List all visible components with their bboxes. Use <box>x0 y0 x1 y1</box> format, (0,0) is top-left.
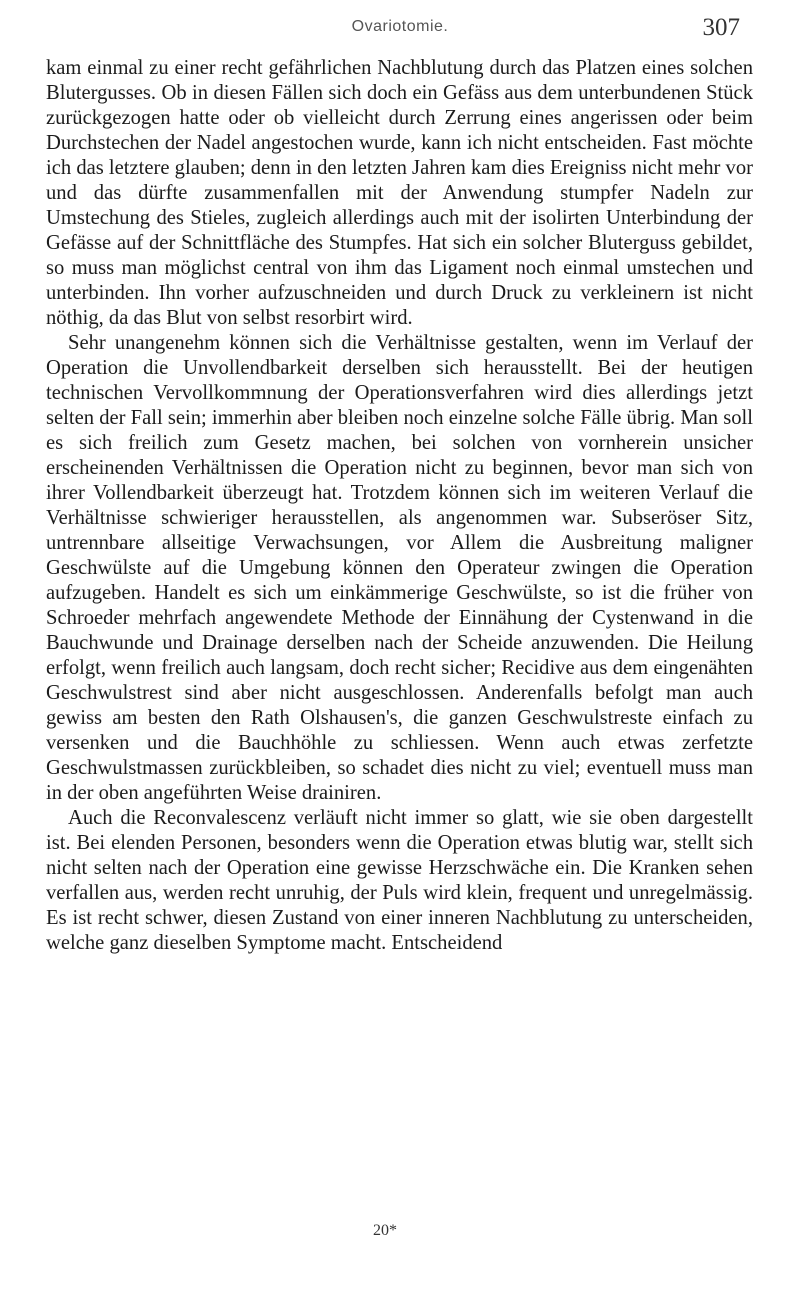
paragraph-2: Sehr unangenehm können sich die Verhältnisse gestalten, wenn im Verlauf der Operation die Unvollendbarkeit derselben sich herausstellt. Bei der heutigen technischen Vervollkommnung der Operationsverfahren wird dies allerdings jetzt selten der Fall sein; immerhin aber bleiben noch einzelne solche Fälle übrig. Man soll es sich freilich zum Gesetz machen, bei solchen von vornherein unsicher erscheinenden Verhältnissen die Operation nicht zu beginnen, bevor man sich von ihrer Vollendbarkeit überzeugt hat. Trotzdem können sich im weiteren Verlauf die Verhältnisse schwieriger herausstellen, als angenommen war. Subseröser Sitz, untrennbare allseitige Verwachsungen, vor Allem die Ausbreitung maligner Geschwülste auf die Umgebung können den Operateur zwingen die Operation aufzugeben. Handelt es sich um einkämmerige Geschwülste, so ist die früher von Schroeder mehrfach angewendete Methode der Einnähung der Cystenwand in die Bauchwunde und Drainage derselben nach der Scheide anzuwenden. Die Heilung erfolgt, wenn freilich auch langsam, doch recht sicher; Recidive aus dem eingenähten Geschwulstrest sind aber nicht ausgeschlossen. Anderenfalls befolgt man auch gewiss am besten den Rath Olshausen's, die ganzen Geschwulstreste einfach zu versenken und die Bauchhöhle zu schliessen. Wenn auch etwas zerfetzte Geschwulstmassen zurückbleiben, so schadet dies nicht zu viel; eventuell muss man in der oben angeführten Weise drainiren. <box>46 332 753 804</box>
paragraph-1: kam einmal zu einer recht gefährlichen Nachblutung durch das Platzen eines solchen Blutergusses. Ob in diesen Fällen sich doch ein Gefäss aus dem unterbundenen Stück zurückgezogen hatte oder ob vielleicht durch Zerrung eines angerissen oder beim Durchstechen der Nadel angestochen wurde, kann ich nicht entscheiden. Fast möchte ich das letztere glauben; denn in den letzten Jahren kam dies Ereigniss nicht mehr vor und das dürfte zusammenfallen mit der Anwendung stumpfer Nadeln zur Umstechung des Stieles, zugleich allerdings auch mit der isolirten Unterbindung der Gefässe auf der Schnittfläche des Stumpfes. Hat sich ein solcher Bluterguss gebildet, so muss man möglichst central von ihm das Ligament noch einmal umstechen und unterbinden. Ihn vorher aufzuschneiden und durch Druck zu verkleinern ist nicht nöthig, da das Blut von selbst resorbirt wird. <box>46 57 753 329</box>
body-text <box>46 56 753 956</box>
paragraph-3: Auch die Reconvalescenz verläuft nicht immer so glatt, wie sie oben dargestellt ist. Bei elenden Personen, besonders wenn die Operation etwas blutig war, stellt sich nicht selten nach der Operation eine gewisse Herzschwäche ein. Die Kranken sehen verfallen aus, werden recht unruhig, der Puls wird klein, frequent und unregelmässig. Es ist recht schwer, diesen Zustand von einer inneren Nachblutung zu unterscheiden, welche ganz dieselben Symptome macht. Entscheidend <box>46 807 753 954</box>
signature-mark: 20* <box>373 1222 397 1239</box>
running-head <box>0 14 800 41</box>
page-number: 307 <box>702 14 740 41</box>
running-head-title: Ovariotomie. <box>351 18 449 35</box>
